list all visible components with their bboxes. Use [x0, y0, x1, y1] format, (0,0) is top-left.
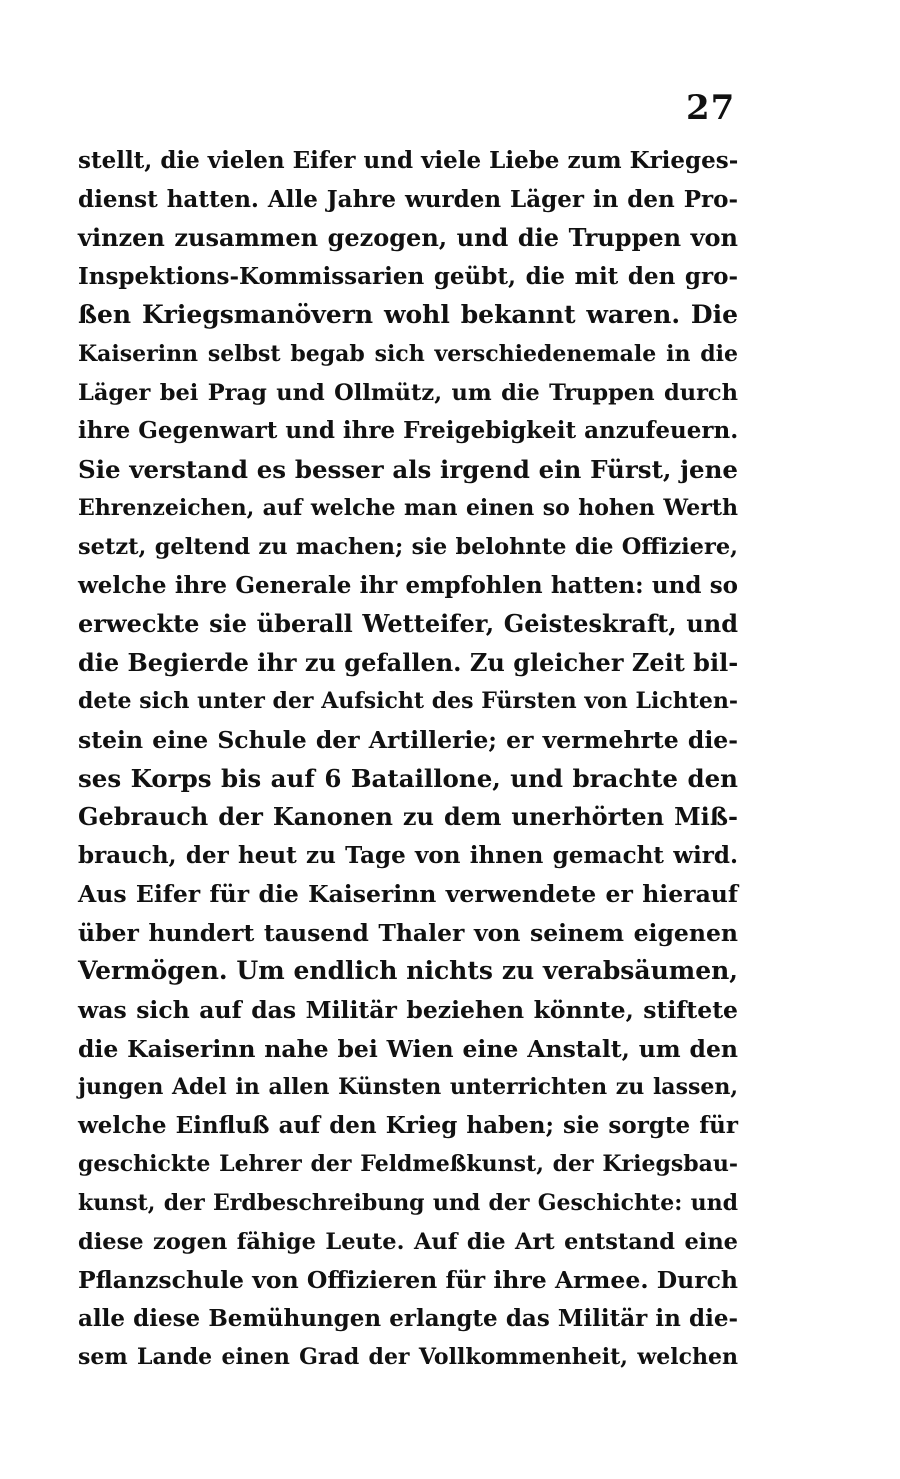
text-line: was sich auf das Militär beziehen könnte, stiftete [78, 996, 738, 1025]
text-line: Ehrenzeichen, auf welche man einen so hohen Werth [78, 495, 738, 522]
text-line: Sie verstand es besser als irgend ein Fürst, jene [78, 454, 738, 484]
text-line: alle diese Bemühungen erlangte das Militär in die- [78, 1304, 738, 1332]
text-line: vinzen zusammen gezogen, und die Truppen von [78, 223, 738, 253]
text-line: geschickte Lehrer der Feldmeßkunst, der Kriegsbau- [78, 1151, 738, 1178]
text-line: stein eine Schule der Artillerie; er vermehrte die- [78, 725, 738, 754]
body-text [78, 142, 738, 1377]
text-line: die Begierde ihr zu gefallen. Zu gleicher Zeit bil- [78, 647, 739, 677]
text-line: stellt, die vielen Eifer und viele Liebe zum Krieges- [78, 147, 739, 174]
text-line: ses Korps bis auf 6 Bataillone, und brachte den [78, 763, 738, 793]
text-line: Aus Eifer für die Kaiserinn verwendete er hierauf [78, 880, 738, 909]
text-line: über hundert tausend Thaler von seinem eigenen [78, 918, 738, 947]
text-line: diese zogen fähige Leute. Auf die Art entstand eine [78, 1228, 738, 1255]
page-number: 27 [686, 88, 736, 128]
text-line: dete sich unter der Aufsicht des Fürsten von Lichten- [78, 688, 738, 715]
text-line: brauch, der heut zu Tage von ihnen gemacht wird. [78, 841, 738, 869]
text-line: welche ihre Generale ihr empfohlen hatten: und so [78, 571, 738, 599]
text-line: ßen Kriegsmanövern wohl bekannt waren. Die [78, 300, 738, 330]
text-line: erweckte sie überall Wetteifer, Geisteskraft, und [78, 609, 738, 639]
text-line: ihre Gegenwart und ihre Freigebigkeit anzufeuern. [78, 417, 739, 445]
text-line: Läger bei Prag und Ollmütz, um die Truppen durch [78, 379, 738, 406]
text-line: Gebrauch der Kanonen zu dem unerhörten Miß- [78, 802, 738, 832]
text-line: welche Einfluß auf den Krieg haben; sie sorgte für [78, 1111, 738, 1139]
text-line: dienst hatten. Alle Jahre wurden Läger in den Pro- [78, 185, 738, 213]
text-line: Vermögen. Um endlich nichts zu verabsäumen, [78, 956, 738, 986]
text-line: die Kaiserinn nahe bei Wien eine Anstalt, um den [78, 1034, 738, 1063]
text-line: sem Lande einen Grad der Vollkommenheit, welchen [78, 1344, 738, 1371]
text-line: Pflanzschule von Offizieren für ihre Armee. Durch [78, 1266, 738, 1295]
text-line: setzt, geltend zu machen; sie belohnte die Offiziere, [78, 533, 738, 560]
text-line: Inspektions-Kommissarien geübt, die mit den gro- [78, 262, 738, 290]
text-line: jungen Adel in allen Künsten unterrichten zu lassen, [78, 1074, 738, 1101]
text-line: Kaiserinn selbst begab sich verschiedenemale in die [78, 340, 738, 367]
text-line: kunst, der Erdbeschreibung und der Geschichte: und [78, 1190, 738, 1217]
